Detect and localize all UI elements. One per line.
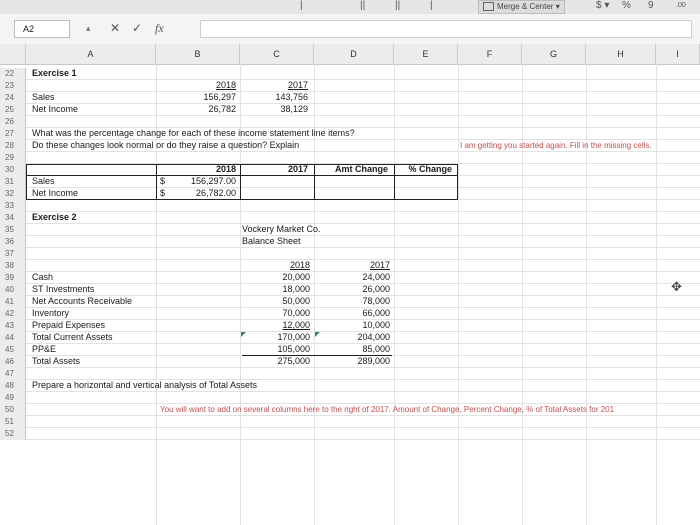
column-header-g[interactable]: G <box>522 44 586 64</box>
cell-b31-currency: $ <box>160 176 166 186</box>
formula-bar <box>0 14 700 45</box>
cell-c24[interactable]: 143,756 <box>275 92 308 102</box>
cell-a41[interactable]: Net Accounts Receivable <box>32 296 133 306</box>
cell-b31[interactable]: 156,297.00 <box>190 176 236 186</box>
cell-c43[interactable]: 12,000 <box>282 320 310 330</box>
cell-a45[interactable]: PP&E <box>32 344 57 354</box>
column-header-d[interactable]: D <box>314 44 394 64</box>
row-37 <box>0 248 700 260</box>
row-49 <box>0 392 700 404</box>
row-header[interactable]: 31 <box>0 176 26 188</box>
row-header[interactable]: 25 <box>0 104 26 116</box>
row-header[interactable]: 36 <box>0 236 26 248</box>
row-header[interactable]: 40 <box>0 284 26 296</box>
cell-c39[interactable]: 20,000 <box>282 272 310 282</box>
row-header[interactable]: 51 <box>0 416 26 428</box>
insert-function-button[interactable]: fx <box>155 21 164 35</box>
table-col-rule <box>314 164 315 200</box>
row-25 <box>0 104 700 116</box>
cell-c35[interactable]: Vockery Market Co. <box>242 224 321 234</box>
row-36 <box>0 236 700 248</box>
row-22 <box>0 68 700 80</box>
row-header[interactable]: 27 <box>0 128 26 140</box>
row-header[interactable]: 24 <box>0 92 26 104</box>
row-header[interactable]: 30 <box>0 164 26 176</box>
row-header[interactable]: 22 <box>0 68 26 80</box>
row-header[interactable]: 50 <box>0 404 26 416</box>
error-indicator-icon[interactable] <box>315 332 320 337</box>
mouse-cursor-icon: ✥ <box>671 279 682 294</box>
row-header[interactable]: 45 <box>0 344 26 356</box>
formula-input[interactable] <box>200 20 692 38</box>
cell-c41[interactable]: 50,000 <box>282 296 310 306</box>
cell-c23[interactable]: 2017 <box>287 80 308 90</box>
cell-b32-currency: $ <box>160 188 166 198</box>
ribbon-divider-icon: | <box>430 0 433 11</box>
cell-a43[interactable]: Prepaid Expenses <box>32 320 106 330</box>
row-33 <box>0 200 700 212</box>
cell-d38[interactable]: 2017 <box>369 260 390 270</box>
row-27 <box>0 128 700 140</box>
row-header[interactable]: 49 <box>0 392 26 404</box>
table-col-rule <box>156 164 157 200</box>
cell-c38[interactable]: 2018 <box>289 260 310 270</box>
ribbon-strip <box>0 0 700 15</box>
ribbon-divider-icon: || <box>395 0 401 11</box>
currency-format-button[interactable]: $ ▾ <box>596 0 610 11</box>
currency-label: $ <box>596 0 602 11</box>
row-header[interactable]: 29 <box>0 152 26 164</box>
row-26 <box>0 116 700 128</box>
cell-c36[interactable]: Balance Sheet <box>242 236 301 246</box>
column-header-e[interactable]: E <box>394 44 458 64</box>
column-header-i[interactable]: I <box>656 44 700 64</box>
row-header[interactable]: 34 <box>0 212 26 224</box>
cell-a40[interactable]: ST Investments <box>32 284 95 294</box>
row-38 <box>0 260 700 272</box>
merge-center-label: Merge & Center <box>497 2 554 11</box>
row-header[interactable]: 32 <box>0 188 26 200</box>
cell-a22[interactable]: Exercise 1 <box>32 68 77 78</box>
cell-c40[interactable]: 18,000 <box>282 284 310 294</box>
cell-a27[interactable]: What was the percentage change for each of these income statement line items? <box>32 128 355 138</box>
increase-decimal-button[interactable]: .00 <box>676 2 686 9</box>
enter-button[interactable]: ✓ <box>132 21 143 35</box>
row-header[interactable]: 23 <box>0 80 26 92</box>
cell-a42[interactable]: Inventory <box>32 308 70 318</box>
cell-b24[interactable]: 156,297 <box>203 92 236 102</box>
row-48 <box>0 380 700 392</box>
cell-d41[interactable]: 78,000 <box>362 296 390 306</box>
row-header[interactable]: 48 <box>0 380 26 392</box>
cell-b50-note[interactable]: You will want to add on several columns here to the right of 2017. Amount of Change, Percent Change, % of Total Assets for 201 <box>160 405 615 414</box>
cell-c45[interactable]: 105,000 <box>277 344 310 354</box>
cancel-button[interactable]: ✕ <box>110 21 121 35</box>
row-52 <box>0 428 700 440</box>
merge-icon <box>483 2 494 11</box>
row-header[interactable]: 39 <box>0 272 26 284</box>
cell-a48[interactable]: Prepare a horizontal and vertical analysis of Total Assets <box>32 380 257 390</box>
ribbon-divider-icon: | <box>300 0 303 11</box>
cell-c30[interactable]: 2017 <box>287 164 308 174</box>
row-42 <box>0 308 700 320</box>
cell-a25[interactable]: Net Income <box>32 104 79 114</box>
cell-a44[interactable]: Total Current Assets <box>32 332 113 342</box>
cell-a28[interactable]: Do these changes look normal or do they raise a question? Explain <box>32 140 300 150</box>
row-header[interactable]: 26 <box>0 116 26 128</box>
cell-b23[interactable]: 2018 <box>215 80 236 90</box>
cell-d45[interactable]: 85,000 <box>362 344 390 354</box>
row-51 <box>0 416 700 428</box>
row-34 <box>0 212 700 224</box>
error-indicator-icon[interactable] <box>241 332 246 337</box>
row-28 <box>0 140 700 152</box>
column-header-f[interactable]: F <box>458 44 522 64</box>
percent-format-button[interactable]: % <box>622 0 631 11</box>
comma-format-button[interactable]: 9 <box>648 0 654 11</box>
cell-d40[interactable]: 26,000 <box>362 284 390 294</box>
cell-c46[interactable]: 275,000 <box>277 356 310 366</box>
row-header[interactable]: 42 <box>0 308 26 320</box>
row-header[interactable]: 44 <box>0 332 26 344</box>
cell-d30[interactable]: Amt Change <box>334 164 388 174</box>
row-header[interactable]: 28 <box>0 140 26 152</box>
name-box[interactable]: A2 <box>14 20 70 38</box>
row-44 <box>0 332 700 344</box>
column-headers <box>0 44 700 65</box>
cell-a46[interactable]: Total Assets <box>32 356 81 366</box>
row-41 <box>0 296 700 308</box>
column-header-c[interactable]: C <box>240 44 314 64</box>
cell-a39[interactable]: Cash <box>32 272 54 282</box>
column-header-h[interactable]: H <box>586 44 656 64</box>
cell-d44[interactable]: 204,000 <box>357 332 390 342</box>
row-40 <box>0 284 700 296</box>
cell-d46[interactable]: 289,000 <box>357 356 390 366</box>
cell-a32[interactable]: Net Income <box>32 188 79 198</box>
merge-center-button[interactable]: Merge & Center ▾ <box>478 0 565 14</box>
cell-d39[interactable]: 24,000 <box>362 272 390 282</box>
row-header[interactable]: 43 <box>0 320 26 332</box>
cell-b32[interactable]: 26,782.00 <box>195 188 236 198</box>
row-23 <box>0 80 700 92</box>
row-header[interactable]: 41 <box>0 296 26 308</box>
cell-d42[interactable]: 66,000 <box>362 308 390 318</box>
cell-f28-note[interactable]: I am getting you started again. Fill in the missing cells. <box>460 141 652 150</box>
cell-c42[interactable]: 70,000 <box>282 308 310 318</box>
cell-d43[interactable]: 10,000 <box>362 320 390 330</box>
row-35 <box>0 224 700 236</box>
row-39 <box>0 272 700 284</box>
cell-a31[interactable]: Sales <box>32 176 55 186</box>
cell-a34[interactable]: Exercise 2 <box>32 212 77 222</box>
table-col-rule <box>240 164 241 200</box>
cell-e30[interactable]: % Change <box>408 164 452 174</box>
ribbon-divider-icon: || <box>360 0 366 11</box>
worksheet-grid[interactable] <box>0 64 700 525</box>
row-24 <box>0 92 700 104</box>
column-header-a[interactable]: A <box>26 44 156 64</box>
row-header[interactable]: 46 <box>0 356 26 368</box>
table-col-rule <box>394 164 395 200</box>
cell-b30[interactable]: 2018 <box>215 164 236 174</box>
row-50 <box>0 404 700 416</box>
row-header[interactable]: 38 <box>0 260 26 272</box>
row-47 <box>0 368 700 380</box>
cell-b25[interactable]: 26,782 <box>208 104 236 114</box>
row-46 <box>0 356 700 368</box>
cell-c44[interactable]: 170,000 <box>277 332 310 342</box>
cell-c25[interactable]: 38,129 <box>280 104 308 114</box>
row-43 <box>0 320 700 332</box>
column-header-b[interactable]: B <box>156 44 240 64</box>
row-header[interactable]: 52 <box>0 428 26 440</box>
select-all-corner[interactable] <box>0 44 26 64</box>
namebox-stepper-icon[interactable]: ▴ <box>86 23 91 33</box>
row-header[interactable]: 33 <box>0 200 26 212</box>
cell-a24[interactable]: Sales <box>32 92 55 102</box>
row-header[interactable]: 35 <box>0 224 26 236</box>
row-29 <box>0 152 700 164</box>
row-header[interactable]: 37 <box>0 248 26 260</box>
row-header[interactable]: 47 <box>0 368 26 380</box>
